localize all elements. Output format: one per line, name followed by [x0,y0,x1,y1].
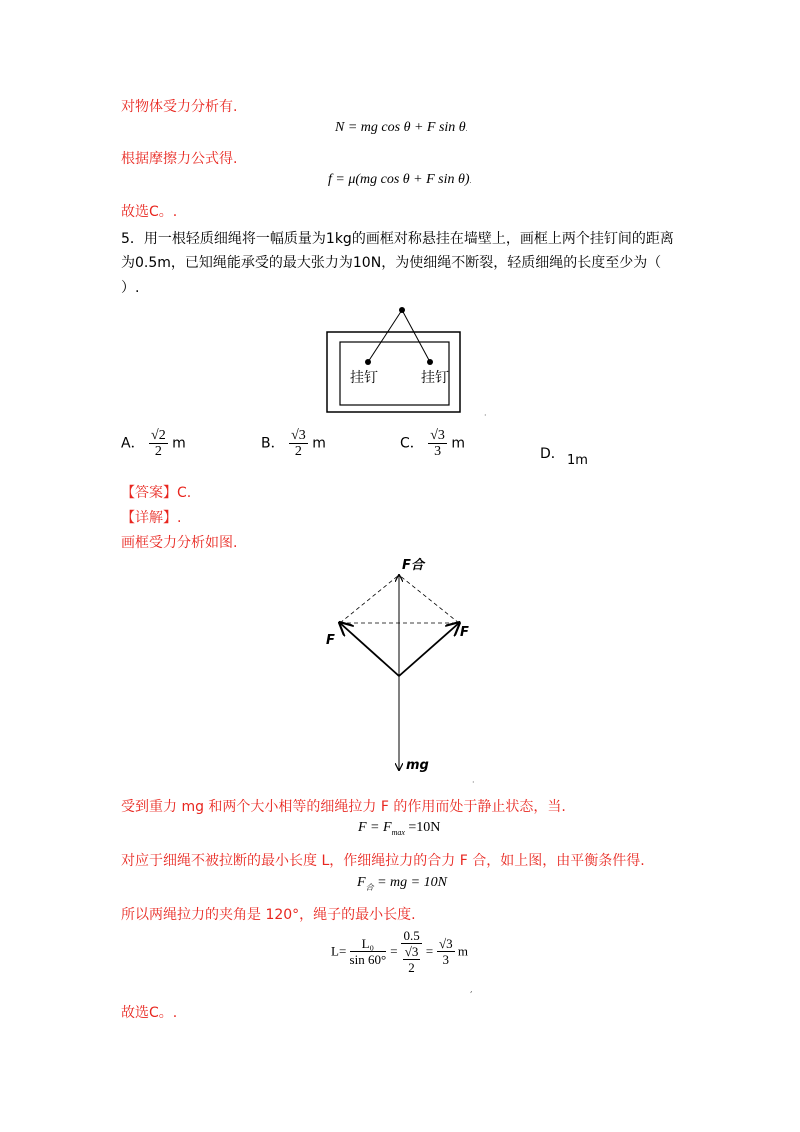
dashed-right [399,575,459,623]
eq5-f2-den [401,944,421,975]
label-f-right: F [460,625,469,640]
rope-left [368,310,402,362]
fig2-mark: · [472,778,475,787]
eq1-rhs: = mg cos θ + F sin θ [347,120,466,135]
hook-label-left: 挂钉 [350,370,378,386]
equation-normal-force [335,120,468,136]
wall-nail [399,307,405,313]
equation-fmax [358,820,440,837]
option-a-letter: A． [121,435,145,452]
eq5-equals-1: = [389,943,399,959]
conclusion-2: 故选C。. [121,1005,178,1021]
eq5-frac-2 [401,928,421,975]
picture-frame-figure [320,300,490,420]
eq3-sub: max [391,827,405,837]
dashed-left [340,575,399,623]
option-a [121,428,186,459]
option-a-den: 2 [154,444,162,459]
option-a-unit: m [172,435,186,452]
detail-line: 【详解】. [121,510,182,526]
option-c-unit: m [451,435,466,452]
equation-resultant [357,875,447,893]
equation-friction [328,172,472,188]
force-diagram [320,555,490,780]
option-c-num: √3 [430,428,445,443]
option-b-den: 2 [294,444,302,459]
option-b [261,428,326,459]
equation-length [331,928,468,975]
eq5-f3-den: 3 [442,952,450,967]
conclusion-1: 故选C。. [121,204,178,220]
hook-right [427,359,433,365]
eq5-equals-2: = [424,943,434,959]
eq4-text: F [357,875,366,890]
option-c-fraction [428,428,447,459]
tension-right-arrow [399,623,459,676]
question-number: 5． [121,231,144,247]
hook-label-right: 挂钉 [421,370,449,386]
answer-line: 【答案】C. [121,485,192,501]
eq1-trail: . [465,124,468,133]
analysis-line: 画框受力分析如图. [121,535,238,551]
text-gravity: 受到重力 mg 和两个大小相等的细绳拉力 F 的作用而处于静止状态，当. [121,799,566,815]
rope-right [402,310,430,362]
text-min-length: 对应于细绳不被拉断的最小长度 L，作细绳拉力的合力 F 合，如上图，由平衡条件得. [121,853,645,869]
option-d-letter: D． [540,446,565,462]
option-c [400,428,465,459]
eq5-f2-den-den: 2 [408,960,415,975]
eq5-frac-1 [350,936,387,967]
eq5-f2-den-num: √3 [404,944,419,959]
eq4-rest: = mg = 10N [373,875,447,890]
eq4-sub: 合 [365,882,374,892]
question-line-3: ）. [121,280,140,296]
eq5-frac-3 [437,936,455,967]
option-b-letter: B． [261,435,285,452]
intro-line-1: 对物体受力分析有. [121,99,238,115]
option-b-num: √3 [291,428,306,443]
eq2-rhs: = μ(mg cos θ + F sin θ) [335,172,470,187]
eq2-trail: . [469,176,472,185]
label-f-left: F [326,633,335,648]
eq3-text: F = F [358,820,392,835]
eq5-prefix: L= [331,943,347,959]
question-line-1 [121,228,674,248]
eq5-f1-num: L₀ [350,936,387,952]
eq1-lhs: N [335,120,345,135]
hook-left [365,359,371,365]
label-f-resultant: F合 [402,558,424,573]
eq5-f2-num: 0.5 [403,928,420,943]
eq5-f3-num: √3 [438,936,453,951]
option-b-fraction [289,428,308,459]
option-a-fraction [149,428,168,459]
option-a-num: √2 [151,428,166,443]
question-text-1: 用一根轻质细绳将一幅质量为1kg的画框对称悬挂在墙壁上，画框上两个挂钉间的距离 [143,231,674,247]
eq5-f1-den: sin 60° [349,952,387,967]
eq5-unit: m [457,943,468,959]
tension-left-arrow [340,623,399,676]
option-b-unit: m [312,435,326,452]
eq3-rest: =10N [404,820,441,835]
option-c-letter: C． [400,435,424,452]
fig1-mark: · [484,411,487,420]
question-line-2: 为0.5m，已知绳能承受的最大张力为10N，为使细绳不断裂，轻质细绳的长度至少为（ [121,255,662,271]
eq2-lhs: f [328,172,332,187]
intro-line-2: 根据摩擦力公式得. [121,151,238,167]
option-d-value: 1m [567,453,588,468]
option-c-den: 3 [434,444,442,459]
text-angle: 所以两绳拉力的夹角是 120°，绳子的最小长度. [121,907,416,923]
eq5-mark: , [470,985,473,994]
label-mg: mg [406,758,429,773]
